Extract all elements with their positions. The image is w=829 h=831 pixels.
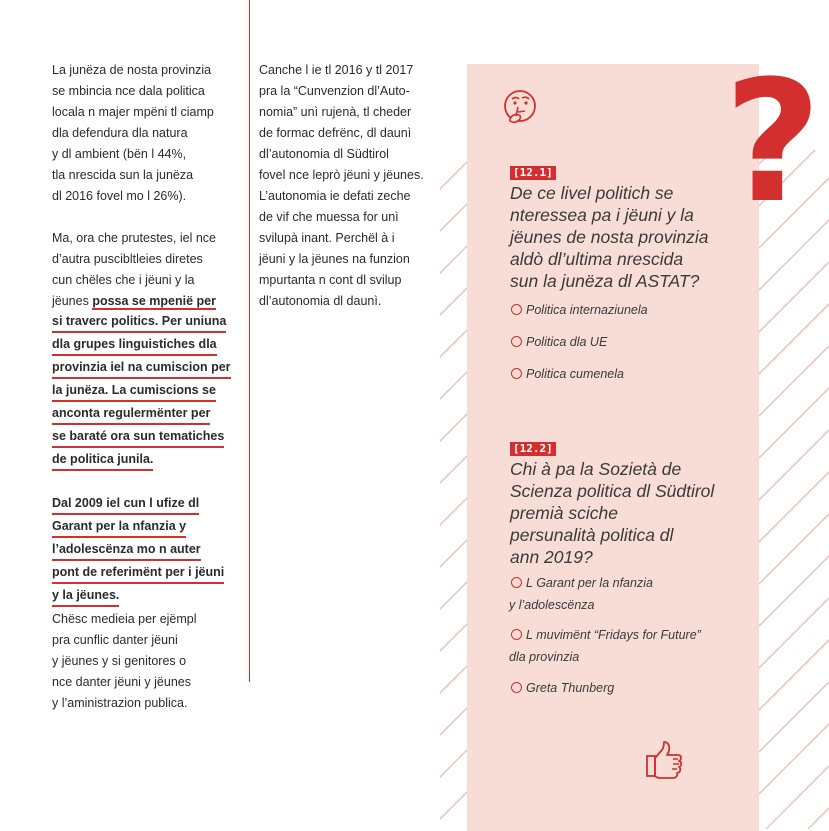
- text-line: persunalità politica dl: [510, 525, 674, 545]
- text-line: dl 2016 fovel mo l 26%).: [52, 189, 187, 203]
- text-line: y l’aministrazion publica.: [52, 696, 188, 710]
- text-line: locala n majer mpëni tl ciamp: [52, 105, 214, 119]
- answer-option[interactable]: L muvimënt “Fridays for Future” dla provinzia: [509, 628, 701, 664]
- text-line: nteressea pa i jëuni y la: [510, 205, 694, 225]
- thumbs-up-icon: [643, 737, 687, 781]
- text-line: aldò dl’ultima nrescida: [510, 249, 684, 269]
- question-12-1: [510, 163, 708, 292]
- text-column-left: [52, 60, 247, 714]
- question-text: [510, 182, 708, 292]
- answer-option[interactable]: Greta Thunberg: [511, 677, 614, 699]
- text-line: anconta regulermënter per: [52, 404, 210, 425]
- text-line: sun la junëza dl ASTAT?: [510, 271, 700, 291]
- text-line: d’autra puscibltleies diretes: [52, 252, 203, 266]
- text-line: y jëunes y si genitores o: [52, 654, 187, 668]
- question-tag: [12.1]: [510, 166, 556, 180]
- text-line: jëunes de nosta provinzia: [510, 227, 709, 247]
- answer-option[interactable]: Politica dla UE: [511, 331, 607, 353]
- text-line: nce danter jëuni y jëunes: [52, 675, 191, 689]
- radio-button[interactable]: [511, 577, 522, 588]
- paragraph-1: [52, 60, 247, 207]
- mixed-line: jëunes possa se mpenië per: [52, 294, 216, 308]
- paragraph-2: [52, 228, 247, 471]
- radio-button[interactable]: [511, 682, 522, 693]
- text-line: tla nrescida sun la junëza: [52, 168, 194, 182]
- question-12-2: [510, 439, 714, 568]
- text-line: pra cunflic danter jëuni: [52, 633, 178, 647]
- text-line: la junëza. La cumiscions se: [52, 381, 216, 402]
- text-line: de politica junila.: [52, 450, 153, 471]
- text-line: Garant per la nfanzia y: [52, 517, 186, 538]
- text-line: de vif che muessa for unì: [259, 210, 399, 224]
- text-line: y la jëunes.: [52, 586, 119, 607]
- radio-button[interactable]: [511, 336, 522, 347]
- answer-option[interactable]: Politica cumenela: [511, 363, 624, 385]
- text-line: La junëza de nosta provinzia: [52, 63, 212, 77]
- question-mark-icon: ?: [724, 44, 822, 240]
- text-line: jëuni y la jëunes na funzion: [259, 252, 410, 266]
- text-line: l’adolescënza mo n auter: [52, 540, 201, 561]
- text-line: cun chëles che i jëuni y la: [52, 273, 195, 287]
- text-line: dl’autonomia dl daunì.: [259, 294, 382, 308]
- radio-button[interactable]: [511, 368, 522, 379]
- text-line: fovel nce leprò jëuni y jëunes.: [259, 168, 424, 182]
- text-line: mpurtanta n cont dl svilup: [259, 273, 402, 287]
- question-text: [510, 458, 714, 568]
- text-line: dl’autonomia dl Südtirol: [259, 147, 389, 161]
- text-line: Canche l ie tl 2016 y tl 2017: [259, 63, 414, 77]
- text-line: Scienza politica dl Südtirol: [510, 481, 715, 501]
- text-line: De ce livel politich se: [510, 183, 674, 203]
- radio-button[interactable]: [511, 629, 522, 640]
- text-line: se mbincia nce dala politica: [52, 84, 205, 98]
- text-line: pra la “Cunvenzion dl’Auto-: [259, 84, 410, 98]
- text-line: Ma, ora che prutestes, iel nce: [52, 231, 216, 245]
- text-line: svilupà inant. Perchël à i: [259, 231, 395, 245]
- paragraph-3: [52, 494, 247, 714]
- paragraph-autonomy: [259, 60, 459, 312]
- text-line: Dal 2009 iel cun l ufize dl: [52, 494, 199, 515]
- text-line: de formac defrënc, dl daunì: [259, 126, 412, 140]
- thinking-face-icon: [500, 88, 540, 128]
- question-tag: [12.2]: [510, 442, 556, 456]
- answer-option[interactable]: L Garant per la nfanzia y l’adolescënza: [509, 576, 653, 612]
- text-line: provinzia iel na cumiscion per: [52, 358, 231, 379]
- text-line: Chësc medieia per ejëmpl: [52, 612, 197, 626]
- text-line: ann 2019?: [510, 547, 593, 567]
- radio-button[interactable]: [511, 304, 522, 315]
- answer-option[interactable]: Politica internaziunela: [511, 299, 648, 321]
- text-line: dla grupes linguistiches dla: [52, 335, 217, 356]
- text-column-middle: [259, 60, 459, 312]
- text-line: L’autonomia ie defati zeche: [259, 189, 411, 203]
- text-line: dla defendura dla natura: [52, 126, 188, 140]
- text-line: Chi à pa la Sozietà de: [510, 459, 682, 479]
- text-line: y dl ambient (bën l 44%,: [52, 147, 187, 161]
- text-line: se baraté ora sun tematiches: [52, 427, 224, 448]
- text-line: nomia” unì rujenà, tl cheder: [259, 105, 412, 119]
- text-line: premià sciche: [510, 503, 618, 523]
- text-line: pont de referimënt per i jëuni: [52, 563, 224, 584]
- text-line: si traverc politics. Per uniuna: [52, 312, 226, 333]
